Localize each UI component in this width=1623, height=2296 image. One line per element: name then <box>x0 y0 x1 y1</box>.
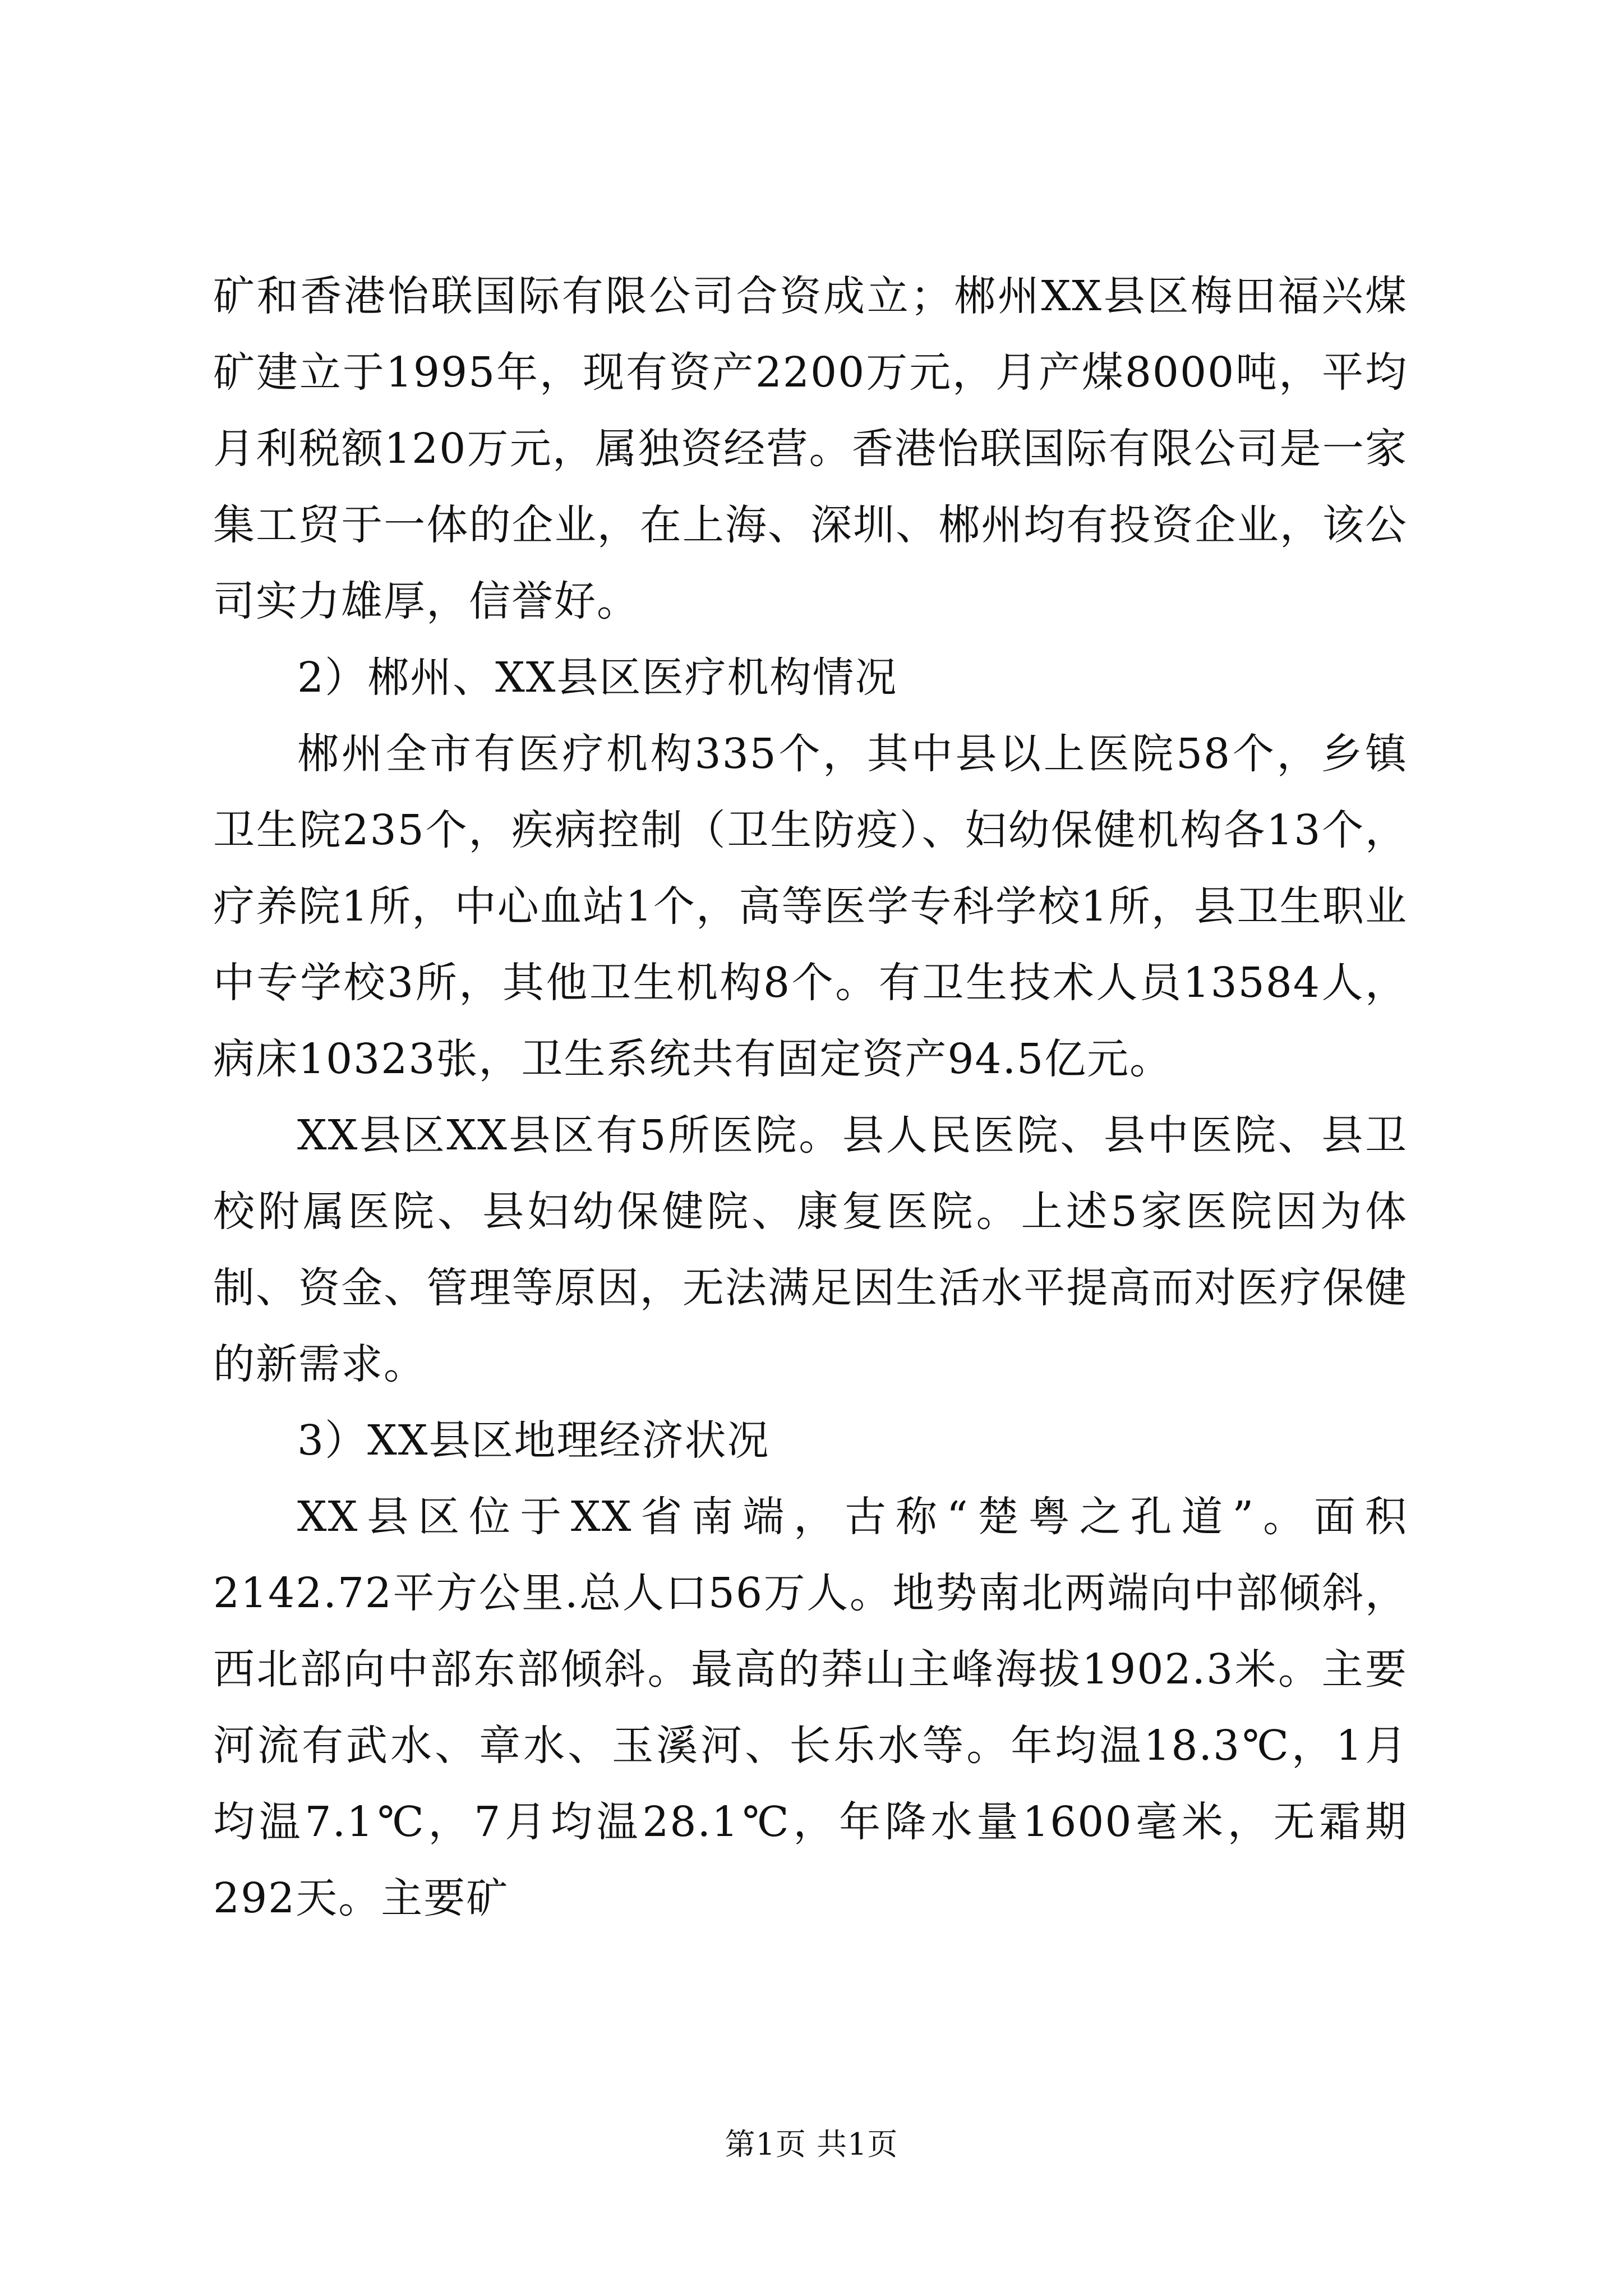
paragraph-enterprise-info: 矿和香港怡联国际有限公司合资成立；郴州XX县区梅田福兴煤矿建立于1995年，现有资产2200万元，月产煤8000吨，平均月利税额120万元，属独资经营。香港怡联国际有限公司是一家集工贸于一体的企业，在上海、深圳、郴州均有投资企业，该公司实力雄厚，信誉好。 <box>213 272 1408 625</box>
heading-geography-economy: 3）XX县区地理经济状况 <box>297 1416 770 1465</box>
paragraph-county-hospitals: XX县区XX县区有5所医院。县人民医院、县中医院、县卫校附属医院、县妇幼保健院、康复医院。上述5家医院因为体制、资金、管理等原因，无法满足因生活水平提高而对医疗保健的新需求。 <box>213 1111 1408 1388</box>
paragraph-chenzhou-medical: 郴州全市有医疗机构335个，其中县以上医院58个，乡镇卫生院235个，疾病控制（卫生防疫）、妇幼保健机构各13个，疗养院1所，中心血站1个，高等医学专科学校1所，县卫生职业中专学校3所，其他卫生机构8个。有卫生技术人员13584人，病床10323张，卫生系统共有固定资产94.5亿元。 <box>213 730 1408 1083</box>
page-footer: 第1页 共1页 <box>725 2127 898 2162</box>
paragraph-geography: XX县区位于XX省南端，古称“楚粤之孔道”。面积2142.72平方公里.总人口56万人。地势南北两端向中部倾斜，西北部向中部东部倾斜。最高的莽山主峰海拔1902.3米。主要河流有武水、章水、玉溪河、长乐水等。年均温18.3℃，1月均温7.1℃，7月均温28.1℃，年降水量1600毫米，无霜期292天。主要矿 <box>213 1493 1408 1922</box>
heading-medical-institutions: 2）郴州、XX县区医疗机构情况 <box>297 654 898 702</box>
document-body <box>213 258 1408 1936</box>
